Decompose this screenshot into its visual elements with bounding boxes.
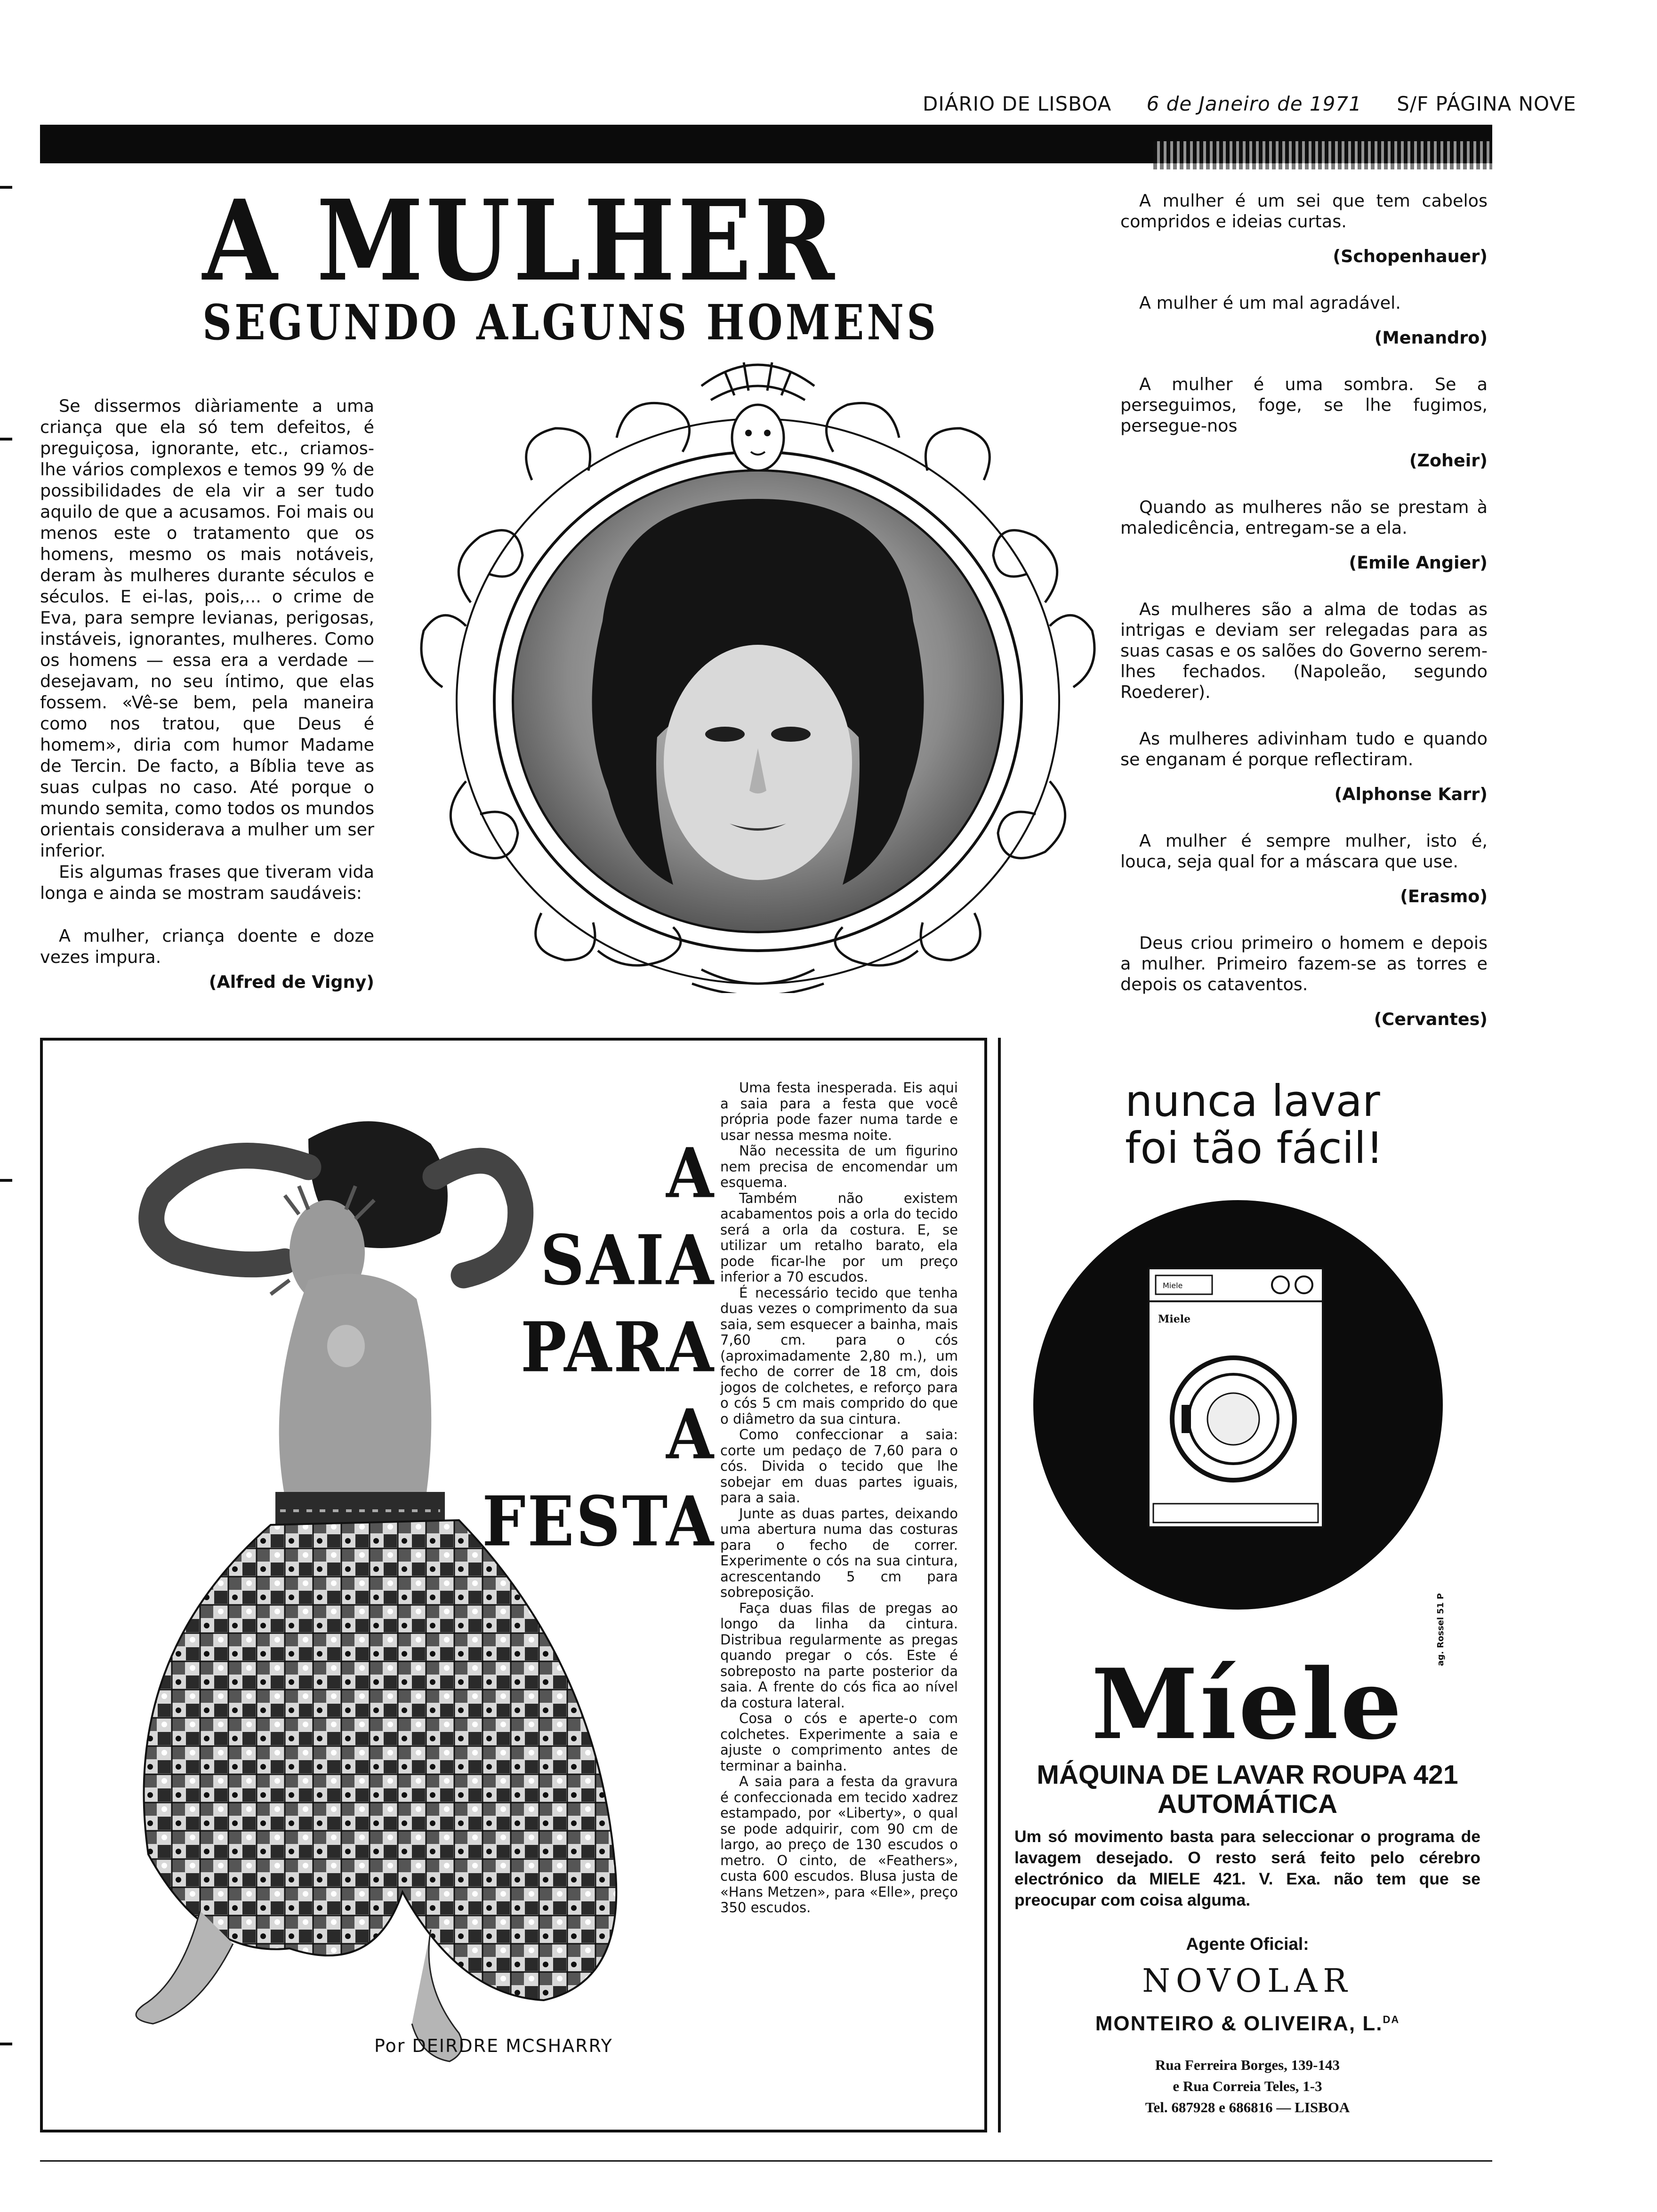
page-number: S/F PÁGINA NOVE xyxy=(1397,92,1577,115)
quote-author: (Erasmo) xyxy=(1400,886,1488,906)
quote-text: A mulher é sempre mulher, isto é, louca, seja qual for a máscara que use. xyxy=(1120,831,1488,872)
washing-machine-illustration xyxy=(1031,1198,1445,1612)
ad-headline-line: nunca lavar xyxy=(1125,1076,1380,1126)
ad-headline-line: foi tão fácil! xyxy=(1125,1123,1384,1173)
page-header xyxy=(923,92,1577,115)
saia-paragraph: A saia para a festa da gravura é confeccionada em tecido xadrez estampado, por «Liberty», o qual se pode adquirir, com 90 cm de largo, ao preço de 130 escudos o metro. O cinto, de «Feathers», custa 600 escudos. Blusa justa de «Hans Metzen», para «Elle», preço 350 escudos. xyxy=(720,1773,958,1915)
quote-author: (Zoheir) xyxy=(1409,450,1488,471)
saia-paragraph: Junte as duas partes, deixando uma abertura numa das costuras para o fecho de correr. Experimente o cós na sua cintura, acrescentando 5 cm para sobreposição. xyxy=(720,1505,958,1600)
quote-author: (Schopenhauer) xyxy=(1333,246,1488,266)
registration-mark xyxy=(0,438,12,441)
saia-paragraph: É necessário tecido que tenha duas vezes o comprimento da sua saia, sem esquecer a bainha, mais 7,60 cm. para o cós (aproximadamente 2,80 m.), um fecho de correr de 18 cm, dois jogos de colchetes, e reforço para o cós 5 cm mais comprido do que o diâmetro da sua cintura. xyxy=(720,1284,958,1427)
quote-author: (Emile Angier) xyxy=(1349,553,1488,573)
address-line: Rua Ferreira Borges, 139-143 xyxy=(1155,2057,1340,2073)
saia-title-line: SAIA xyxy=(540,1219,716,1301)
quote-text: A mulher é um mal agradável. xyxy=(1139,293,1401,313)
quote-text: A mulher é uma sombra. Se a perseguimos, foge, se lhe fugimos, persegue-nos xyxy=(1120,374,1488,436)
saia-title xyxy=(471,1130,716,1565)
quote-text: As mulheres adivinham tudo e quando se enganam é porque reflectiram. xyxy=(1120,729,1488,769)
quote-text: Quando as mulheres não se prestam à maledicência, entregam-se a ela. xyxy=(1120,497,1488,538)
saia-paragraph: Uma festa inesperada. Eis aqui a saia para a festa que você própria pode fazer numa tarde e usar nessa mesma noite. xyxy=(720,1080,958,1143)
product-name-line: AUTOMÁTICA xyxy=(1157,1789,1338,1819)
ad-headline xyxy=(1125,1078,1445,1172)
address-line: e Rua Correia Teles, 1-3 xyxy=(1173,2078,1322,2094)
ad-body-text: Um só movimento basta para seleccionar o programa de lavagem desejado. O resto será feito pelo cérebro electrónico da MIELE 421. V. Exa. não tem que se preocupar com coisa alguma. xyxy=(1014,1827,1480,1909)
article-intro xyxy=(40,395,374,993)
product-name xyxy=(1012,1760,1483,1819)
saia-title-line: A xyxy=(666,1394,716,1475)
bottom-rule xyxy=(40,2160,1492,2162)
company-suffix: DA xyxy=(1383,2013,1400,2026)
saia-title-line: PARA xyxy=(520,1306,716,1388)
first-quote: A mulher, criança doente e doze vezes impura. xyxy=(40,926,374,967)
article-subtitle: SEGUNDO ALGUNS HOMENS xyxy=(202,294,939,352)
quotes-column xyxy=(1120,191,1488,1056)
issue-date: 6 de Janeiro de 1971 xyxy=(1146,92,1362,115)
quote-author: (Menandro) xyxy=(1374,328,1488,348)
company-name xyxy=(1012,2012,1483,2036)
byline: Por DEIRDRE MCSHARRY xyxy=(374,2036,613,2056)
quote-text: As mulheres são a alma de todas as intrigas e deviam ser relegadas para as suas casas e os salões do Governo serem-lhes fechados. (Napoleão, segundo Roederer). xyxy=(1120,599,1488,702)
saia-title-line: FESTA xyxy=(482,1481,716,1562)
product-name-line: MÁQUINA DE LAVAR ROUPA 421 xyxy=(1037,1760,1458,1790)
brand-logo: Míele xyxy=(1091,1648,1404,1761)
agent-name: NOVOLAR xyxy=(1142,1963,1353,2000)
saia-article-text xyxy=(720,1080,958,1916)
intro-paragraph: Se dissermos diàriamente a uma criança que ela só tem defeitos, é preguiçosa, ignorante, etc., criamos-lhe vários complexos e temos 99 % de possibilidades de ela vir a ser tudo aquilo de que a acusamos. Foi mais ou menos este o tratamento que os homens, mesmo os mais notáveis, deram às mulheres durante séculos e séculos. E ei-las, pois,... o crime de Eva, para sempre levianas, perigosas, instáveis, ignorantes, mulheres. Como os homens — essa era a verdade — desejavam, no seu íntimo, que elas fossem. «Vê-se bem, pela maneira como nos tratou, que Deus é homem», diria com humor Madame de Tercin. De facto, a Bíblia teve as suas culpas no caso. Até porque o mundo semita, como todos os mundos orientais considerava a mulher um ser inferior. xyxy=(40,396,374,861)
newspaper-name: DIÁRIO DE LISBOA xyxy=(923,92,1112,115)
article-title: A MULHER xyxy=(202,176,837,306)
registration-mark xyxy=(0,186,12,189)
ad-credit: ag. Rossel 51 P xyxy=(1436,1593,1446,1666)
registration-mark xyxy=(0,2043,12,2045)
saia-paragraph: Faça duas filas de pregas ao longo da linha da cintura. Distribua regularmente as pregas quando pregar o cós. Este é sobreposto na parte posterior da saia. A frente do cós fica ao nível da costura lateral. xyxy=(720,1600,958,1711)
saia-title-line: A xyxy=(666,1132,716,1214)
panel-brand: Miele xyxy=(1158,1313,1191,1325)
agent-label: Agente Oficial: xyxy=(1186,1934,1309,1954)
quote-author: (Cervantes) xyxy=(1374,1009,1488,1029)
column-divider xyxy=(998,1038,1001,2132)
header-bar-texture xyxy=(1153,141,1492,169)
company-address xyxy=(1012,2054,1483,2118)
intro-paragraph: Eis algumas frases que tiveram vida longa e ainda se mostram saudáveis: xyxy=(40,862,374,903)
saia-paragraph: Como confeccionar a saia: corte um pedaço de 7,60 para o cós. Divida o tecido que lhe sobejar em duas partes iguais, para a saia. xyxy=(720,1427,958,1506)
ornate-portrait-frame xyxy=(400,358,1116,993)
registration-mark xyxy=(0,1179,12,1182)
machine-brand: Miele xyxy=(1163,1281,1183,1290)
quote-text: Deus criou primeiro o homem e depois a mulher. Primeiro fazem-se as torres e depois os cataventos. xyxy=(1120,933,1488,994)
saia-paragraph: Não necessita de um figurino nem precisa de encomendar um esquema. xyxy=(720,1143,958,1190)
quote-author: (Alphonse Karr) xyxy=(1334,784,1488,804)
quote-text: A mulher é um sei que tem cabelos compridos e ideias curtas. xyxy=(1120,191,1488,232)
address-line: Tel. 687928 e 686816 — LISBOA xyxy=(1145,2099,1350,2116)
saia-paragraph: Cosa o cós e aperte-o com colchetes. Experimente a saia e ajuste o comprimento antes de terminar a bainha. xyxy=(720,1710,958,1774)
company-name-text: MONTEIRO & OLIVEIRA, L. xyxy=(1095,2012,1383,2035)
first-quote-author: (Alfred de Vigny) xyxy=(209,972,374,992)
saia-paragraph: Também não existem acabamentos pois a orla do tecido será a orla da costura. E, se utilizar um retalho barato, ela pode ficar-lhe por um preço inferior a 70 escudos. xyxy=(720,1190,958,1285)
